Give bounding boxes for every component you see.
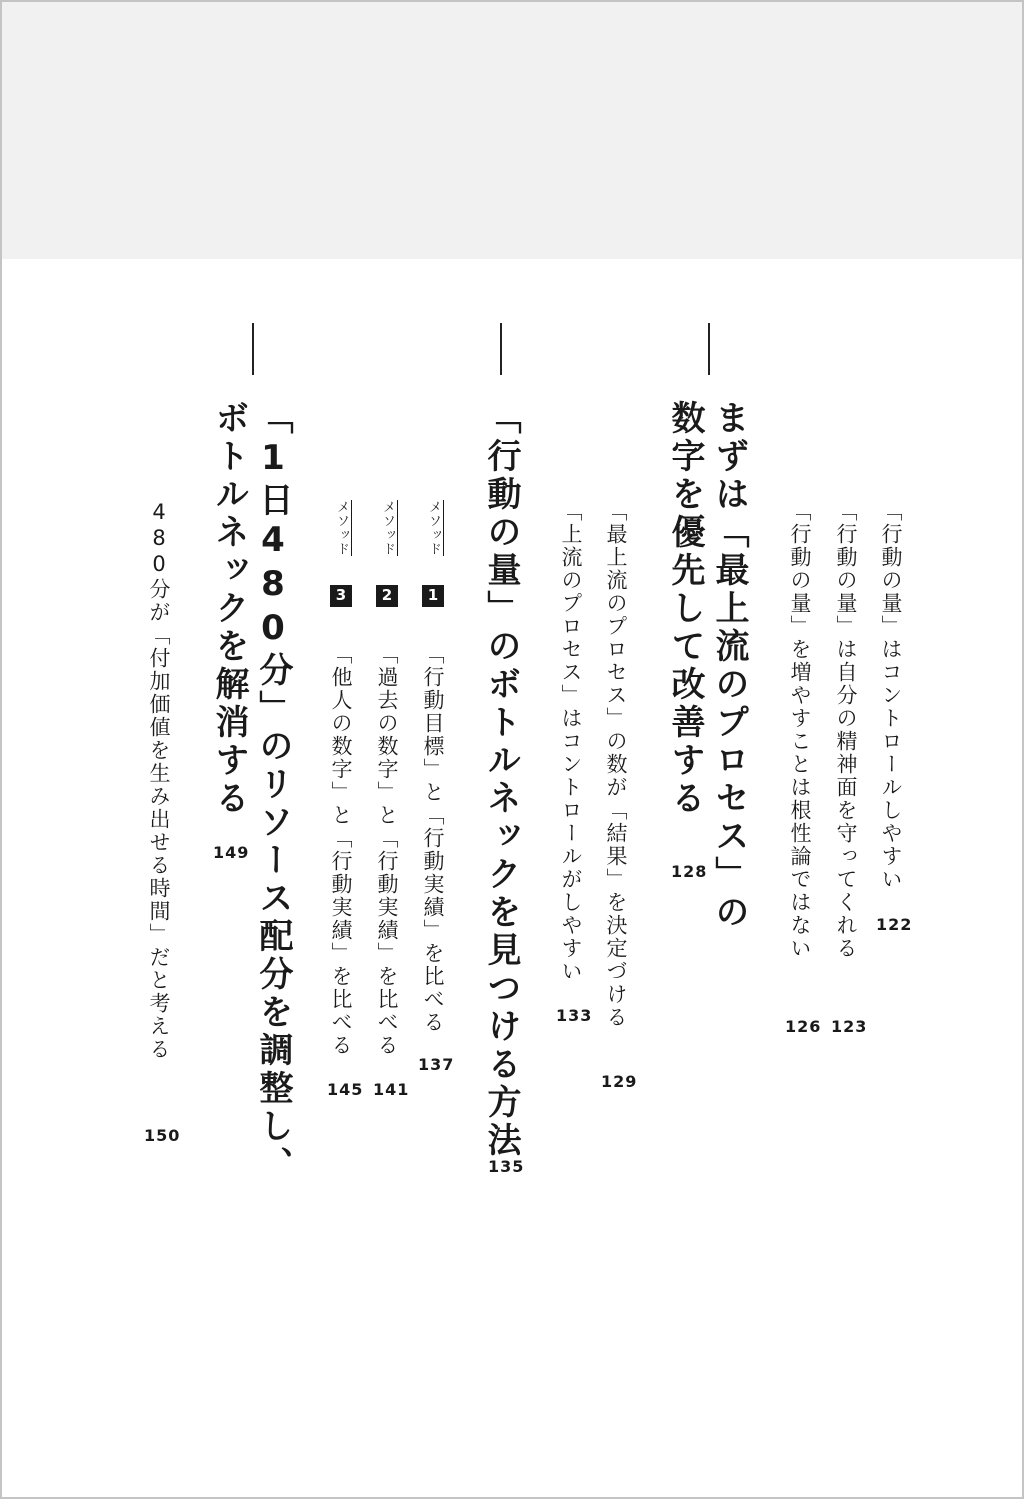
method-item <box>376 500 398 1057</box>
method-tag: メソッド <box>335 500 352 556</box>
toc-item: 「行動の量」は自分の精神面を守ってくれる <box>834 500 858 960</box>
section-divider <box>252 323 254 375</box>
toc-item: 「上流のプロセス」はコントロールがしやすい <box>559 500 583 983</box>
toc-page-number: 137 <box>418 1055 455 1074</box>
toc-page-number: 123 <box>831 1017 868 1036</box>
section-divider <box>500 323 502 375</box>
section-page-number: 149 <box>213 843 250 862</box>
method-number-badge: 2 <box>378 586 396 606</box>
method-text: 「過去の数字」と「行動実績」を比べる <box>375 643 399 1057</box>
section-title-line: まずは「最上流のプロセス」の <box>709 400 749 932</box>
method-tag: メソッド <box>427 500 444 556</box>
toc-page-number: 141 <box>373 1080 410 1099</box>
method-number-badge: 3 <box>332 586 350 606</box>
method-item <box>422 500 444 1034</box>
toc-page-number: 129 <box>601 1072 638 1091</box>
method-text: 「行動目標」と「行動実績」を比べる <box>421 643 445 1034</box>
section-title-line: ボトルネックを解消する <box>209 400 249 818</box>
toc-page-number: 133 <box>556 1006 593 1025</box>
toc-page-number: 126 <box>785 1017 822 1036</box>
toc-item: 「最上流のプロセス」の数が「結果」を決定づける <box>604 500 628 1029</box>
section-title-line: 「1日480分」のリソース配分を調整し、 <box>253 400 293 1184</box>
toc-item: 480分が「付加価値を生み出せる時間」だと考える <box>147 500 171 1061</box>
section-page-number: 128 <box>671 862 708 881</box>
section-title-line: 数字を優先して改善する <box>665 400 705 818</box>
toc-page-number: 150 <box>144 1126 181 1145</box>
toc-page-number: 122 <box>876 915 913 934</box>
method-tag: メソッド <box>381 500 398 556</box>
section-divider <box>708 323 710 375</box>
top-band <box>2 2 1022 259</box>
method-item <box>330 500 352 1057</box>
section-title-line: 「行動の量」のボトルネックを見つける方法 <box>481 400 521 1160</box>
method-text: 「他人の数字」と「行動実績」を比べる <box>329 643 353 1057</box>
toc-page-number: 145 <box>327 1080 364 1099</box>
toc-item: 「行動の量」を増やすことは根性論ではない <box>788 500 812 960</box>
toc-item: 「行動の量」はコントロールしやすい <box>879 500 903 891</box>
section-page-number: 135 <box>488 1157 525 1176</box>
method-number-badge: 1 <box>424 586 442 606</box>
